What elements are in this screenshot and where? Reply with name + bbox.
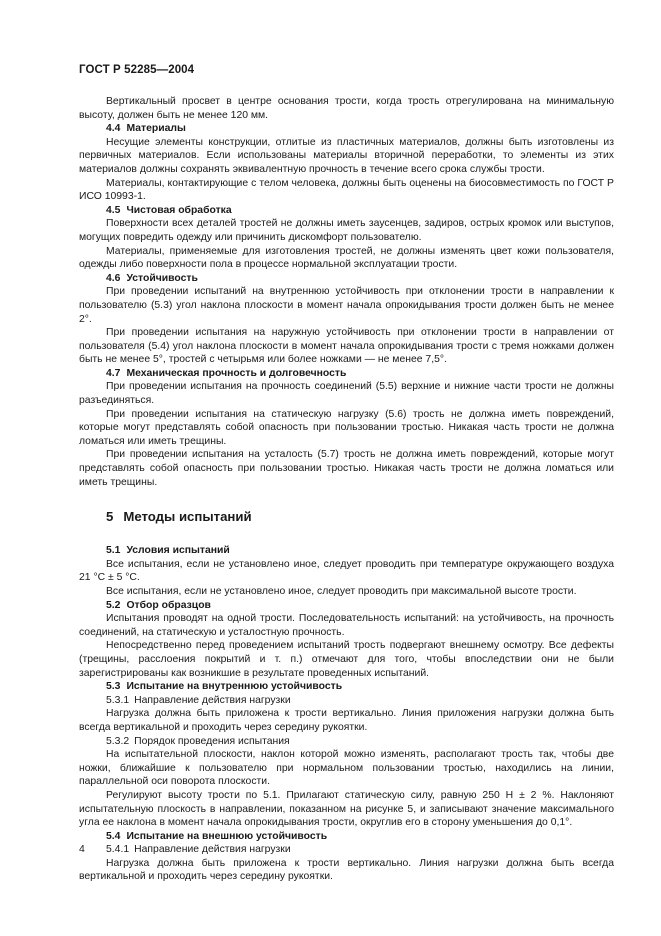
paragraph: Все испытания, если не установлено иное, следует проводить при температуре окружающего воздуха 21 °С ± 5 °С. [79, 558, 614, 584]
subsection-heading [79, 272, 614, 286]
heading-title: Направление действия нагрузки [134, 694, 291, 706]
heading-number: 5 [106, 509, 114, 525]
heading-title: Испытание на внешнюю устойчивость [126, 830, 328, 842]
heading-title: Отбор образцов [126, 599, 211, 611]
paragraph: Регулируют высоту трости по 5.1. Прилагают статическую силу, равную 250 Н ± 2 %. Наклоняют испытательную плоскость в направлении, показанном на рисунке 5, и записывают значение максимального угла ее наклона в момент начала опрокидывания трости, округлив его в сторону уменьшения до 0,1°. [79, 789, 614, 829]
subsection-heading [79, 599, 614, 613]
paragraph: Вертикальный просвет в центре основания трости, когда трость отрегулирована на минимальную высоту, должен быть не менее 120 мм. [79, 96, 614, 121]
clause-heading [79, 843, 614, 857]
section-heading [79, 509, 614, 525]
heading-number: 4.5 [106, 204, 121, 216]
heading-number: 4.6 [106, 272, 121, 284]
heading-number: 4.4 [106, 123, 121, 135]
heading-number: 5.1 [106, 545, 121, 557]
subsection-heading [79, 544, 614, 558]
heading-number: 5.3.1 [106, 694, 130, 706]
heading-title: Методы испытаний [123, 509, 252, 525]
subsection-heading [79, 204, 614, 218]
heading-number: 5.2 [106, 599, 121, 611]
heading-title: Испытание на внутреннюю устойчивость [126, 681, 343, 693]
paragraph: При проведении испытания на прочность соединений (5.5) верхние и нижние части трости не должны разъединяться. [79, 381, 614, 407]
paragraph: Нагрузка должна быть приложена к трости вертикально. Линия нагрузки должна быть всегда вертикальной и проходить через середину рукоятки. [79, 857, 614, 883]
paragraph: Материалы, применяемые для изготовления тростей, не должны изменять цвет кожи пользователя, одежды либо поверхности пола в процессе нормальной эксплуатации трости. [79, 245, 614, 271]
heading-title: Порядок проведения испытания [134, 735, 290, 747]
clause-heading [79, 694, 614, 708]
subsection-heading [79, 830, 614, 844]
paragraph: При проведении испытания на наружную устойчивость при отклонении трости в направлении от пользователя (5.4) угол наклона плоскости в момент начала опрокидывания трости с тремя ножками должен быть не менее 5°, тростей с четырьмя или более ножками — не менее 7,5°. [79, 327, 614, 366]
heading-title: Чистовая обработка [126, 204, 232, 216]
heading-title: Условия испытаний [126, 545, 230, 557]
heading-title: Материалы [126, 123, 186, 135]
paragraph: На испытательной плоскости, наклон которой можно изменять, располагают трость так, чтобы две ножки, ближайшие к пользователю при нормальном пользовании тростью, находились на линии, параллельной оси поворота плоскости. [79, 749, 614, 788]
paragraph: Несущие элементы конструкции, отлитые из пластичных материалов, должны быть изготовлены из первичных материалов. Если использованы материалы вторичной переработки, то элементы из этих материалов должны сохранять эквивалентную прочность в течение всего срока службы трости. [79, 136, 614, 175]
heading-number: 5.3 [106, 681, 121, 693]
paragraph: При проведении испытания на статическую нагрузку (5.6) трость не должна иметь повреждений, которые могут представлять собой опасность при пользовании тростью. Никакая часть трости не должна ломаться или иметь трещины. [79, 408, 614, 447]
paragraph: Испытания проводят на одной трости. Последовательность испытаний: на устойчивость, на прочность соединений, на статическую и усталостную прочность. [79, 613, 614, 638]
page-number: 4 [79, 844, 85, 855]
heading-title: Направление действия нагрузки [134, 844, 291, 856]
document-body [79, 95, 614, 884]
paragraph: При проведении испытаний на внутреннюю устойчивость при отклонении трости в направлении к пользователю (5.3) угол наклона плоскости в момент начала опрокидывания трости должен быть не менее 2°. [79, 286, 614, 325]
paragraph: Нагрузка должна быть приложена к трости вертикально. Линия приложения нагрузки должна быть всегда вертикальной и проходить через середину рукоятки. [79, 708, 614, 733]
heading-number: 5.3.2 [106, 735, 130, 747]
paragraph: Непосредственно перед проведением испытаний трость подвергают внешнему осмотру. Все дефекты (трещины, расслоения покрытий и т. п.) отмечают для того, чтобы впоследствии они не были зарегистрированы как возникшие в результате проведенных испытаний. [79, 640, 614, 679]
subsection-heading [79, 122, 614, 136]
heading-title: Устойчивость [126, 272, 198, 284]
paragraph: При проведении испытания на усталость (5.7) трость не должна иметь повреждений, которые могут представлять собой опасность при пользовании тростью. Никакая часть трости не должна ломаться или иметь трещины. [79, 449, 614, 488]
clause-heading [79, 735, 614, 749]
heading-number: 4.7 [106, 367, 121, 379]
paragraph: Материалы, контактирующие с телом человека, должны быть оценены на биосовместимость по ГОСТ Р ИСО 10993-1. [79, 177, 614, 203]
heading-number: 5.4 [106, 830, 121, 842]
heading-number: 5.4.1 [106, 844, 130, 856]
heading-title: Механическая прочность и долговечность [126, 367, 347, 379]
paragraph: Поверхности всех деталей тростей не должны иметь заусенцев, задиров, острых кромок или выступов, могущих повредить одежду или причинить дискомфорт пользователю. [79, 218, 614, 243]
paragraph: Все испытания, если не установлено иное, следует проводить при максимальной высоте трости. [106, 586, 577, 597]
subsection-heading [79, 367, 614, 381]
subsection-heading [79, 680, 614, 694]
document-code-header: ГОСТ Р 52285—2004 [79, 64, 195, 76]
